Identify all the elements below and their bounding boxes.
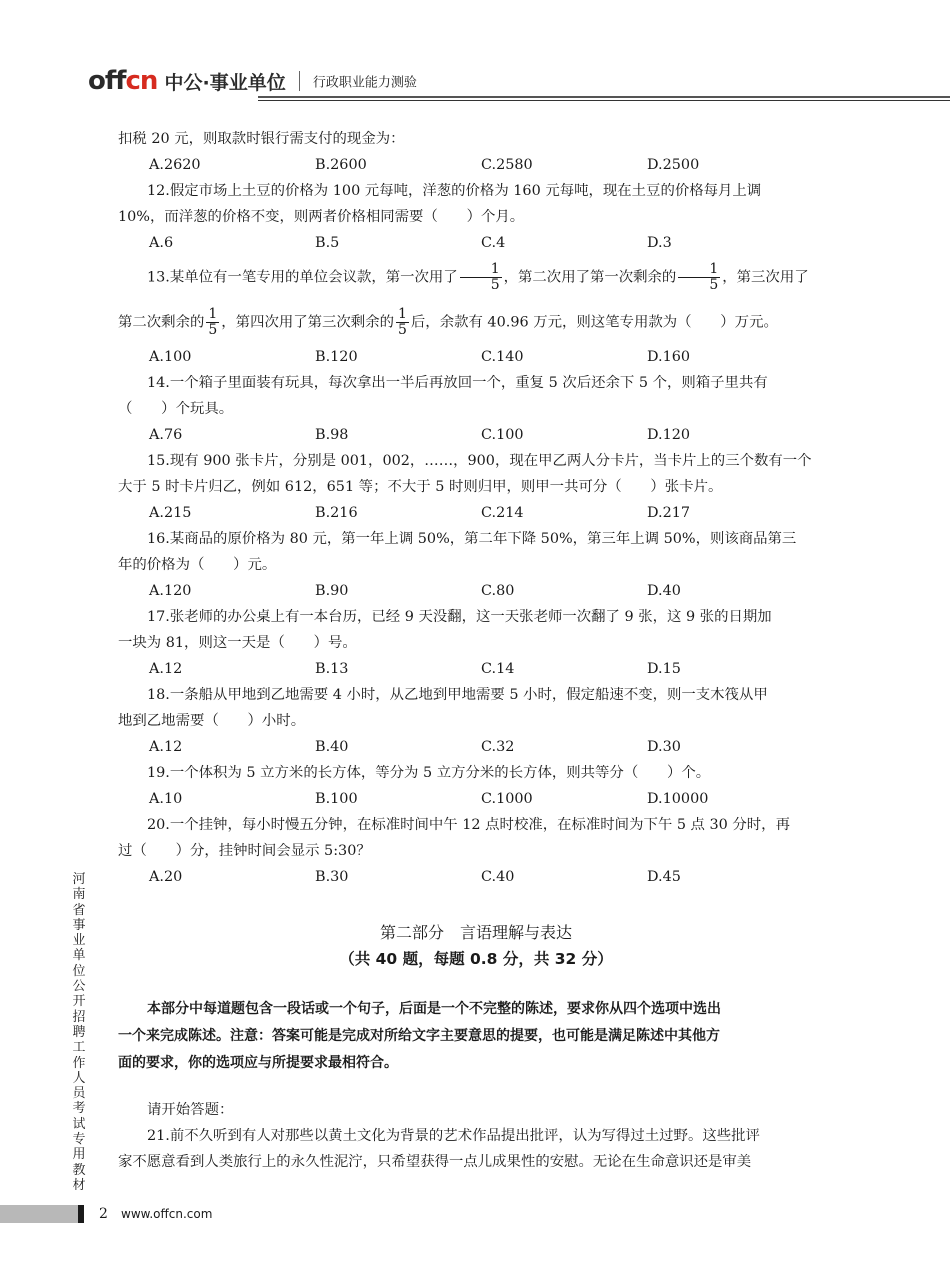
fraction: $\frac{1}{5}$ [460, 262, 502, 293]
option: C.32 [481, 739, 515, 755]
q13-line1: 13.某单位有一笔专用的单位会议款，第一次用了 $\frac{1}{5}$ ，第二次用了第一次剩余的 $\frac{1}{5}$ ，第三次用了 [147, 261, 809, 293]
fraction: $\frac{1}{5}$ [678, 262, 720, 293]
option: D.15 [647, 661, 681, 677]
q14-line1: 14.一个箱子里面装有玩具，每次拿出一半后再放回一个，重复 5 次后还余下 5 个，则箱子里共有 [147, 375, 768, 391]
option: A.6 [149, 235, 174, 251]
header-subject: 行政职业能力测验 [312, 75, 417, 91]
q14-options [118, 422, 834, 448]
q18-line2: 地到乙地需要（ ）小时。 [118, 713, 306, 729]
spacer [118, 890, 834, 920]
option: C.40 [481, 869, 515, 885]
option: B.216 [315, 505, 358, 521]
q20-options [118, 864, 834, 890]
q13-options [118, 344, 834, 370]
option: D.3 [647, 235, 672, 251]
option: C.2580 [481, 157, 533, 173]
option: A.215 [149, 505, 192, 521]
q19-line1: 19.一个体积为 5 立方米的长方体，等分为 5 立方分米的长方体，则共等分（ ）个。 [147, 765, 711, 781]
option: A.120 [149, 583, 192, 599]
section-subtitle: （共 40 题，每题 0.8 分，共 32 分） [339, 950, 613, 968]
option: B.30 [315, 869, 349, 885]
header-rule-thick [258, 96, 950, 98]
q20-line1: 20.一个挂钟，每小时慢五分钟，在标准时间中午 12 点时校准，在标准时间为下午 5 点 30 分时，再 [147, 817, 790, 833]
spacer [118, 1077, 834, 1097]
offcn-logo [88, 66, 417, 98]
option: D.160 [647, 349, 691, 365]
q18-options [118, 734, 834, 760]
option: A.10 [149, 791, 183, 807]
option: B.120 [315, 349, 358, 365]
option: C.1000 [481, 791, 533, 807]
q12-options [118, 230, 834, 256]
option: C.140 [481, 349, 524, 365]
q20-line2: 过（ ）分，挂钟时间会显示 5:30？ [118, 843, 371, 859]
q18-line1: 18.一条船从甲地到乙地需要 4 小时，从乙地到甲地需要 5 小时，假定船速不变，则一支木筏从甲 [147, 687, 768, 703]
page-header [0, 0, 950, 110]
option: B.100 [315, 791, 358, 807]
q12-line1: 12.假定市场上土豆的价格为 100 元每吨，洋葱的价格为 160 元每吨，现在土豆的价格每月上调 [147, 183, 762, 199]
option: D.2500 [647, 157, 700, 173]
page-number: 2 [99, 1206, 108, 1222]
option: A.12 [149, 739, 183, 755]
option: A.76 [149, 427, 183, 443]
start-prompt: 请开始答题： [147, 1102, 234, 1118]
footer-mark [78, 1205, 84, 1223]
option: A.2620 [149, 157, 201, 173]
option: B.40 [315, 739, 349, 755]
option: B.2600 [315, 157, 367, 173]
option: B.5 [315, 235, 340, 251]
option: D.10000 [647, 791, 709, 807]
option: A.12 [149, 661, 183, 677]
q16-line2: 年的价格为（ ）元。 [118, 557, 277, 573]
option: C.14 [481, 661, 515, 677]
q17-line1: 17.张老师的办公桌上有一本台历，已经 9 天没翻，这一天张老师一次翻了 9 张，这 9 张的日期加 [147, 609, 772, 625]
q15-options [118, 500, 834, 526]
q21-line2: 家不愿意看到人类旅行上的永久性泥泞，只希望获得一点儿成果性的安慰。无论在生命意识还是审美 [118, 1154, 752, 1170]
option: C.4 [481, 235, 506, 251]
q11-tail: 扣税 20 元，则取款时银行需支付的现金为： [118, 131, 405, 147]
logo-wordmark: offcn [88, 66, 158, 96]
fraction: $\frac{1}{5}$ [208, 306, 218, 338]
side-label: 河南省事业单位公开招聘工作人员考试专用教材 [72, 872, 86, 1193]
option: D.30 [647, 739, 681, 755]
q21-line1: 21.前不久听到有人对那些以黄土文化为背景的艺术作品提出批评，认为写得过土过野。这些批评 [147, 1128, 760, 1144]
q19-options [118, 786, 834, 812]
option: D.120 [647, 427, 691, 443]
section-title: 第二部分 言语理解与表达 [379, 923, 572, 942]
option: C.100 [481, 427, 524, 443]
q16-line1: 16.某商品的原价格为 80 元，第一年上调 50%，第二年下降 50%，第三年上调 50%，则该商品第三 [147, 531, 797, 547]
q17-line2: 一块为 81，则这一天是（ ）号。 [118, 635, 357, 651]
section-instruction-1: 本部分中每道题包含一段话或一个句子，后面是一个不完整的陈述，要求你从四个选项中选出 [147, 1001, 721, 1017]
option: A.100 [149, 349, 192, 365]
q13-line2: 第二次剩余的 $\frac{1}{5}$ ，第四次用了第三次剩余的 $\frac{1}{5}$ 后，余款有 40.96 万元，则这笔专用款为（ ）万元。 [118, 306, 778, 338]
option: B.13 [315, 661, 349, 677]
option: B.90 [315, 583, 349, 599]
q17-options [118, 656, 834, 682]
footer-bar [0, 1205, 78, 1223]
option: D.40 [647, 583, 681, 599]
q15-line1: 15.现有 900 张卡片，分别是 001，002，……，900，现在甲乙两人分卡片，当卡片上的三个数有一个 [147, 453, 812, 469]
q12-line2: 10%，而洋葱的价格不变，则两者价格相同需要（ ）个月。 [118, 209, 525, 225]
q11-options [118, 152, 834, 178]
option: C.214 [481, 505, 524, 521]
q16-options [118, 578, 834, 604]
fraction: $\frac{1}{5}$ [397, 306, 407, 338]
footer-url: www.offcn.com [121, 1207, 213, 1221]
option: D.217 [647, 505, 691, 521]
section-instruction-2: 一个来完成陈述。注意：答案可能是完成对所给文字主要意思的提要，也可能是满足陈述中其他方 [118, 1028, 720, 1044]
logo-brand: 中公·事业单位 [164, 71, 286, 94]
q15-line2: 大于 5 时卡片归乙，例如 612，651 等；不大于 5 时则归甲，则甲一共可分（ ）张卡片。 [118, 479, 723, 495]
q14-line2: （ ）个玩具。 [118, 401, 234, 417]
header-rule-thin [258, 100, 950, 101]
logo-divider [299, 71, 300, 91]
option: C.80 [481, 583, 515, 599]
option: A.20 [149, 869, 183, 885]
option: D.45 [647, 869, 681, 885]
section-instruction-3: 面的要求，你的选项应与所提要求最相符合。 [118, 1055, 398, 1071]
spacer [118, 972, 834, 996]
option: B.98 [315, 427, 349, 443]
page-content [118, 126, 834, 1175]
